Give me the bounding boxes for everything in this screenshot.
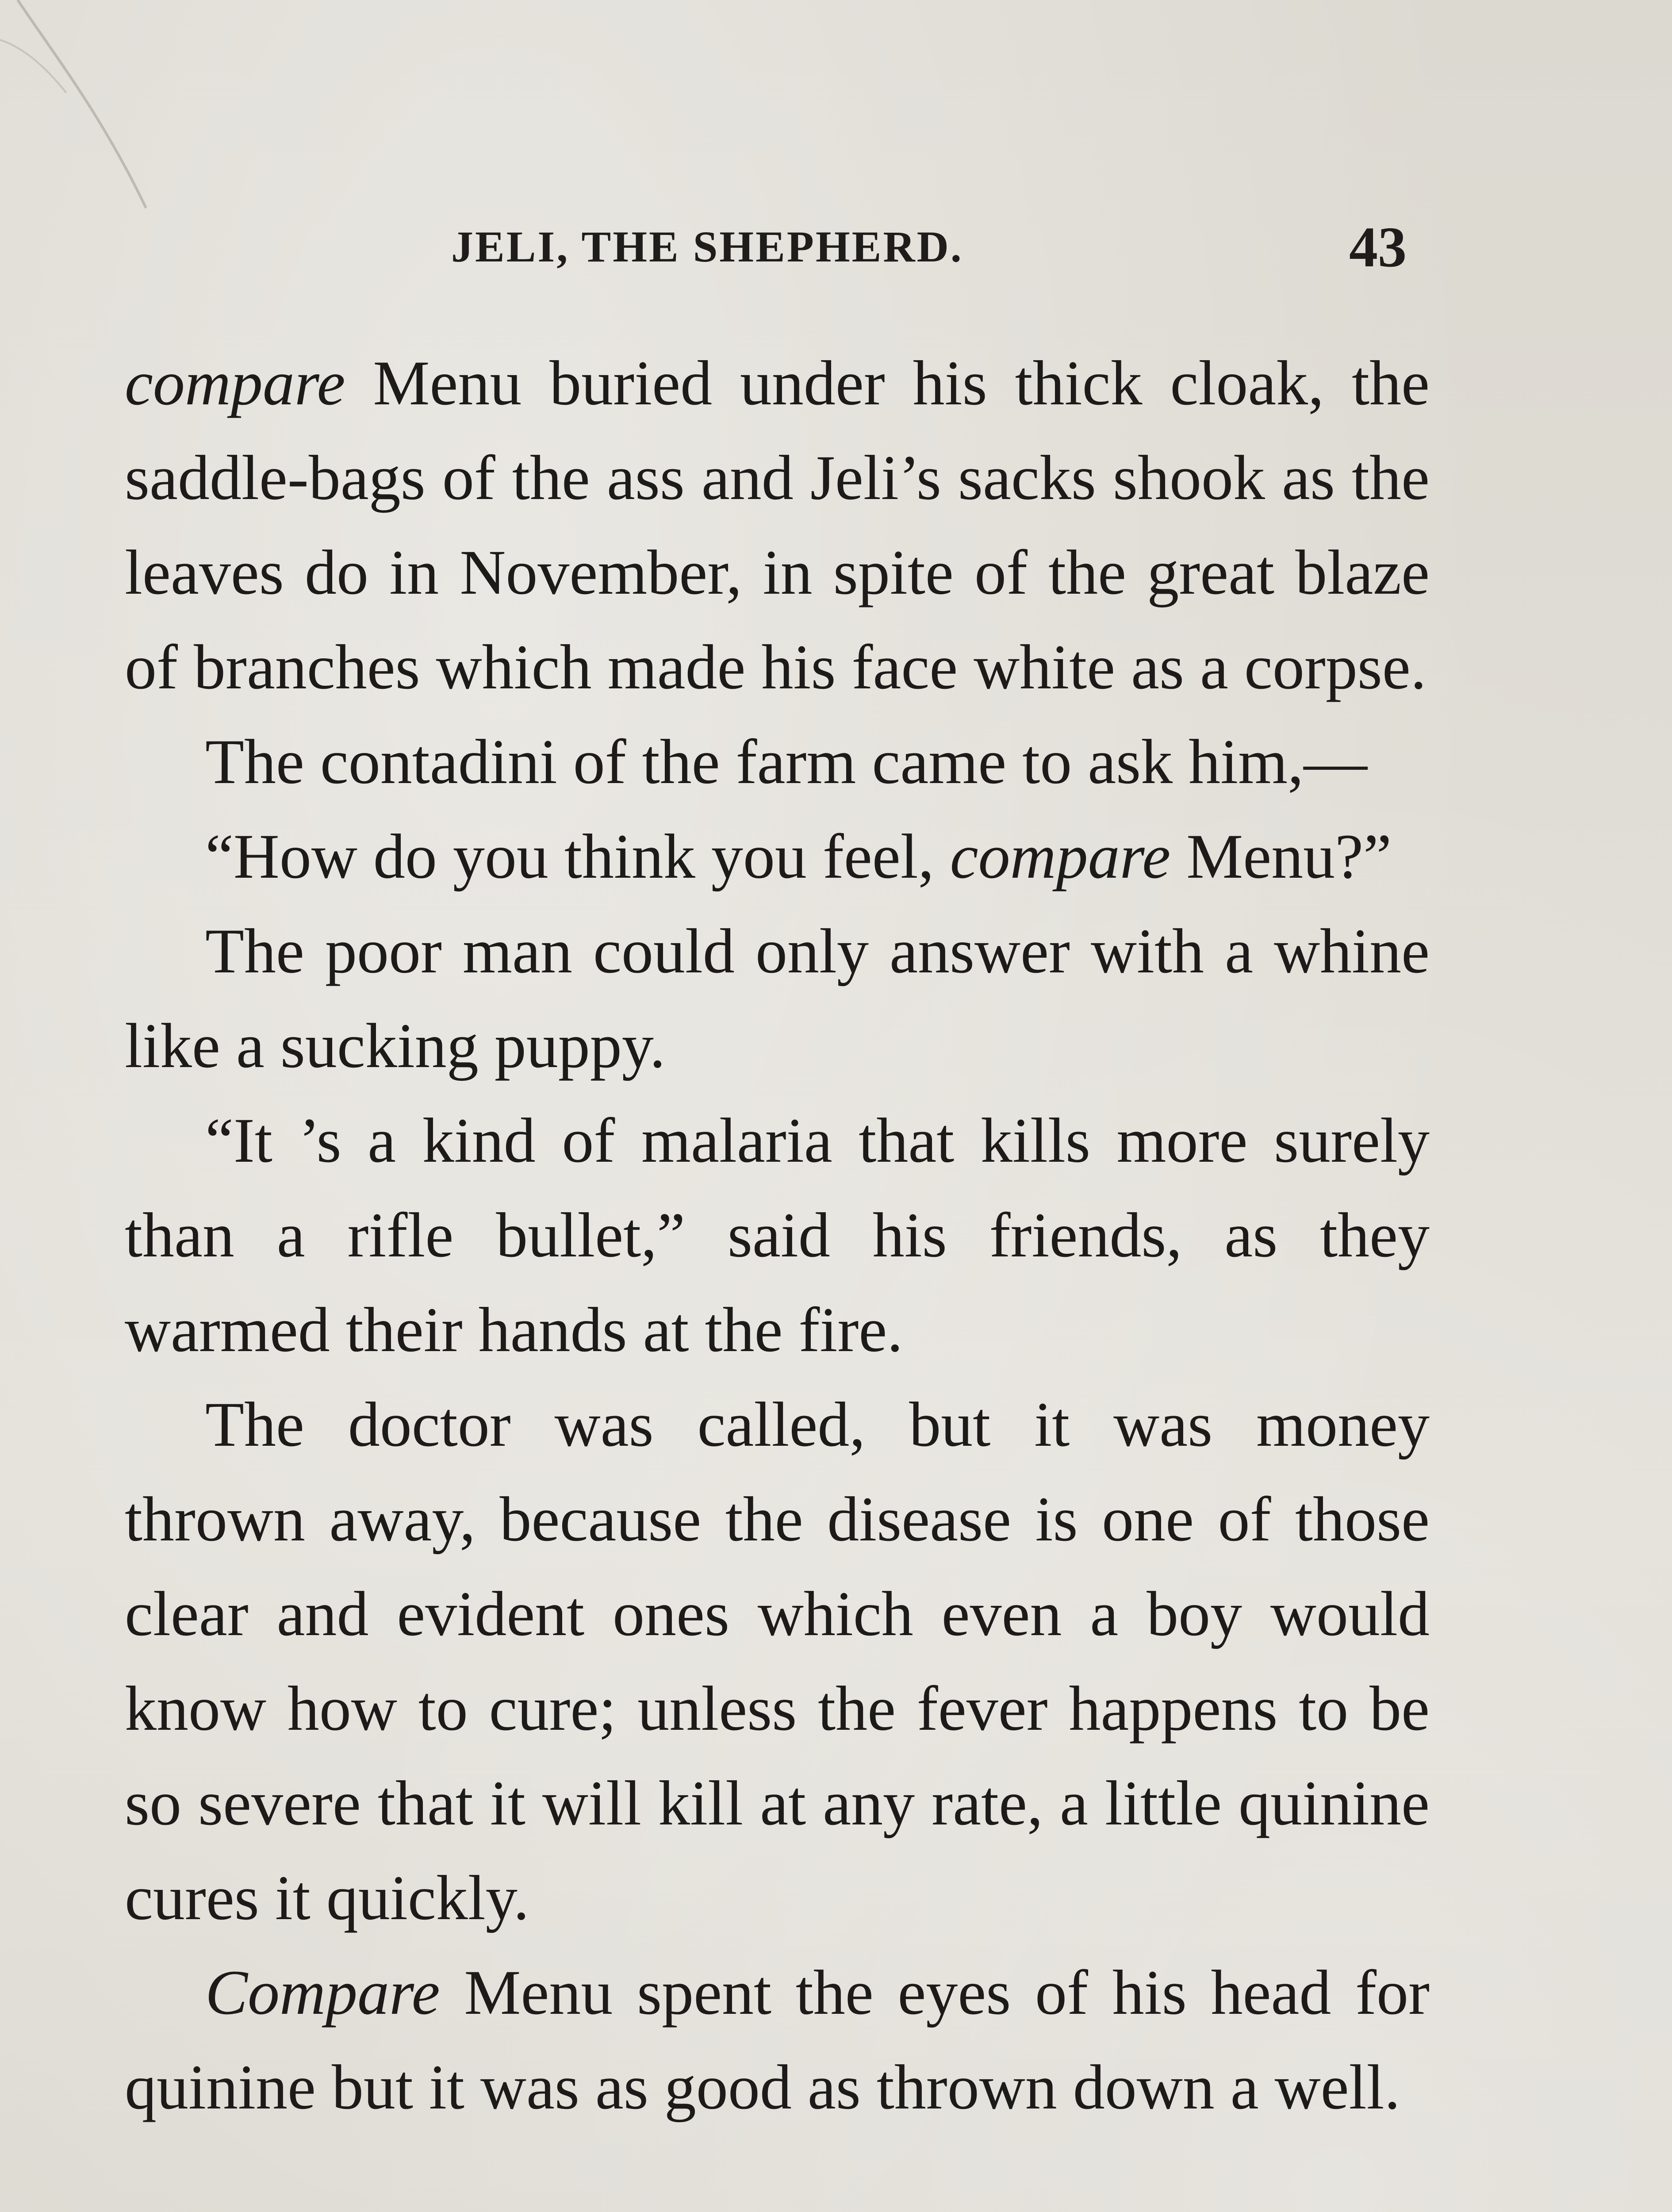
paragraph-3: [125, 810, 1430, 904]
paragraph-7: [125, 1946, 1430, 2135]
paragraph-text: Menu buried under his thick cloak, the saddle-bags of the ass and Jeli’s sacks shook as the leaves do in November, in spite of the great blaze of branches which made his face white as a corpse.: [125, 348, 1430, 703]
running-title: JELI, THE SHEPHERD.: [451, 222, 963, 271]
paragraph-2: The contadini of the farm came to ask him,—: [205, 727, 1368, 797]
paragraph-6: The doctor was called, but it was money thrown away, because the disease is one of those clear and evident ones which even a boy would know how to cure; unless the fever happens to be so severe that it will kill at any rate, a little quinine cures it quickly.: [125, 1390, 1430, 1933]
paragraph-1: [125, 336, 1430, 715]
italic-word: compare: [125, 348, 345, 419]
body-text: [125, 336, 1430, 2135]
italic-word: Compare: [205, 1958, 440, 2028]
page-number: 43: [1349, 215, 1407, 279]
page-crease-mark: [0, 0, 186, 230]
paragraph-text: Menu?”: [1170, 822, 1392, 892]
paragraph-5: “It ’s a kind of malaria that kills more surely than a rifle bullet,” said his friends, as they warmed their hands at the fire.: [125, 1106, 1430, 1365]
italic-word: compare: [950, 822, 1171, 892]
paragraph-4: The poor man could only answer with a whine like a sucking puppy.: [125, 916, 1430, 1081]
paragraph-text: Menu spent the eyes of his head for quinine but it was as good as thrown down a well.: [125, 1958, 1430, 2123]
paragraph-text: “How do you think you feel,: [205, 822, 950, 892]
